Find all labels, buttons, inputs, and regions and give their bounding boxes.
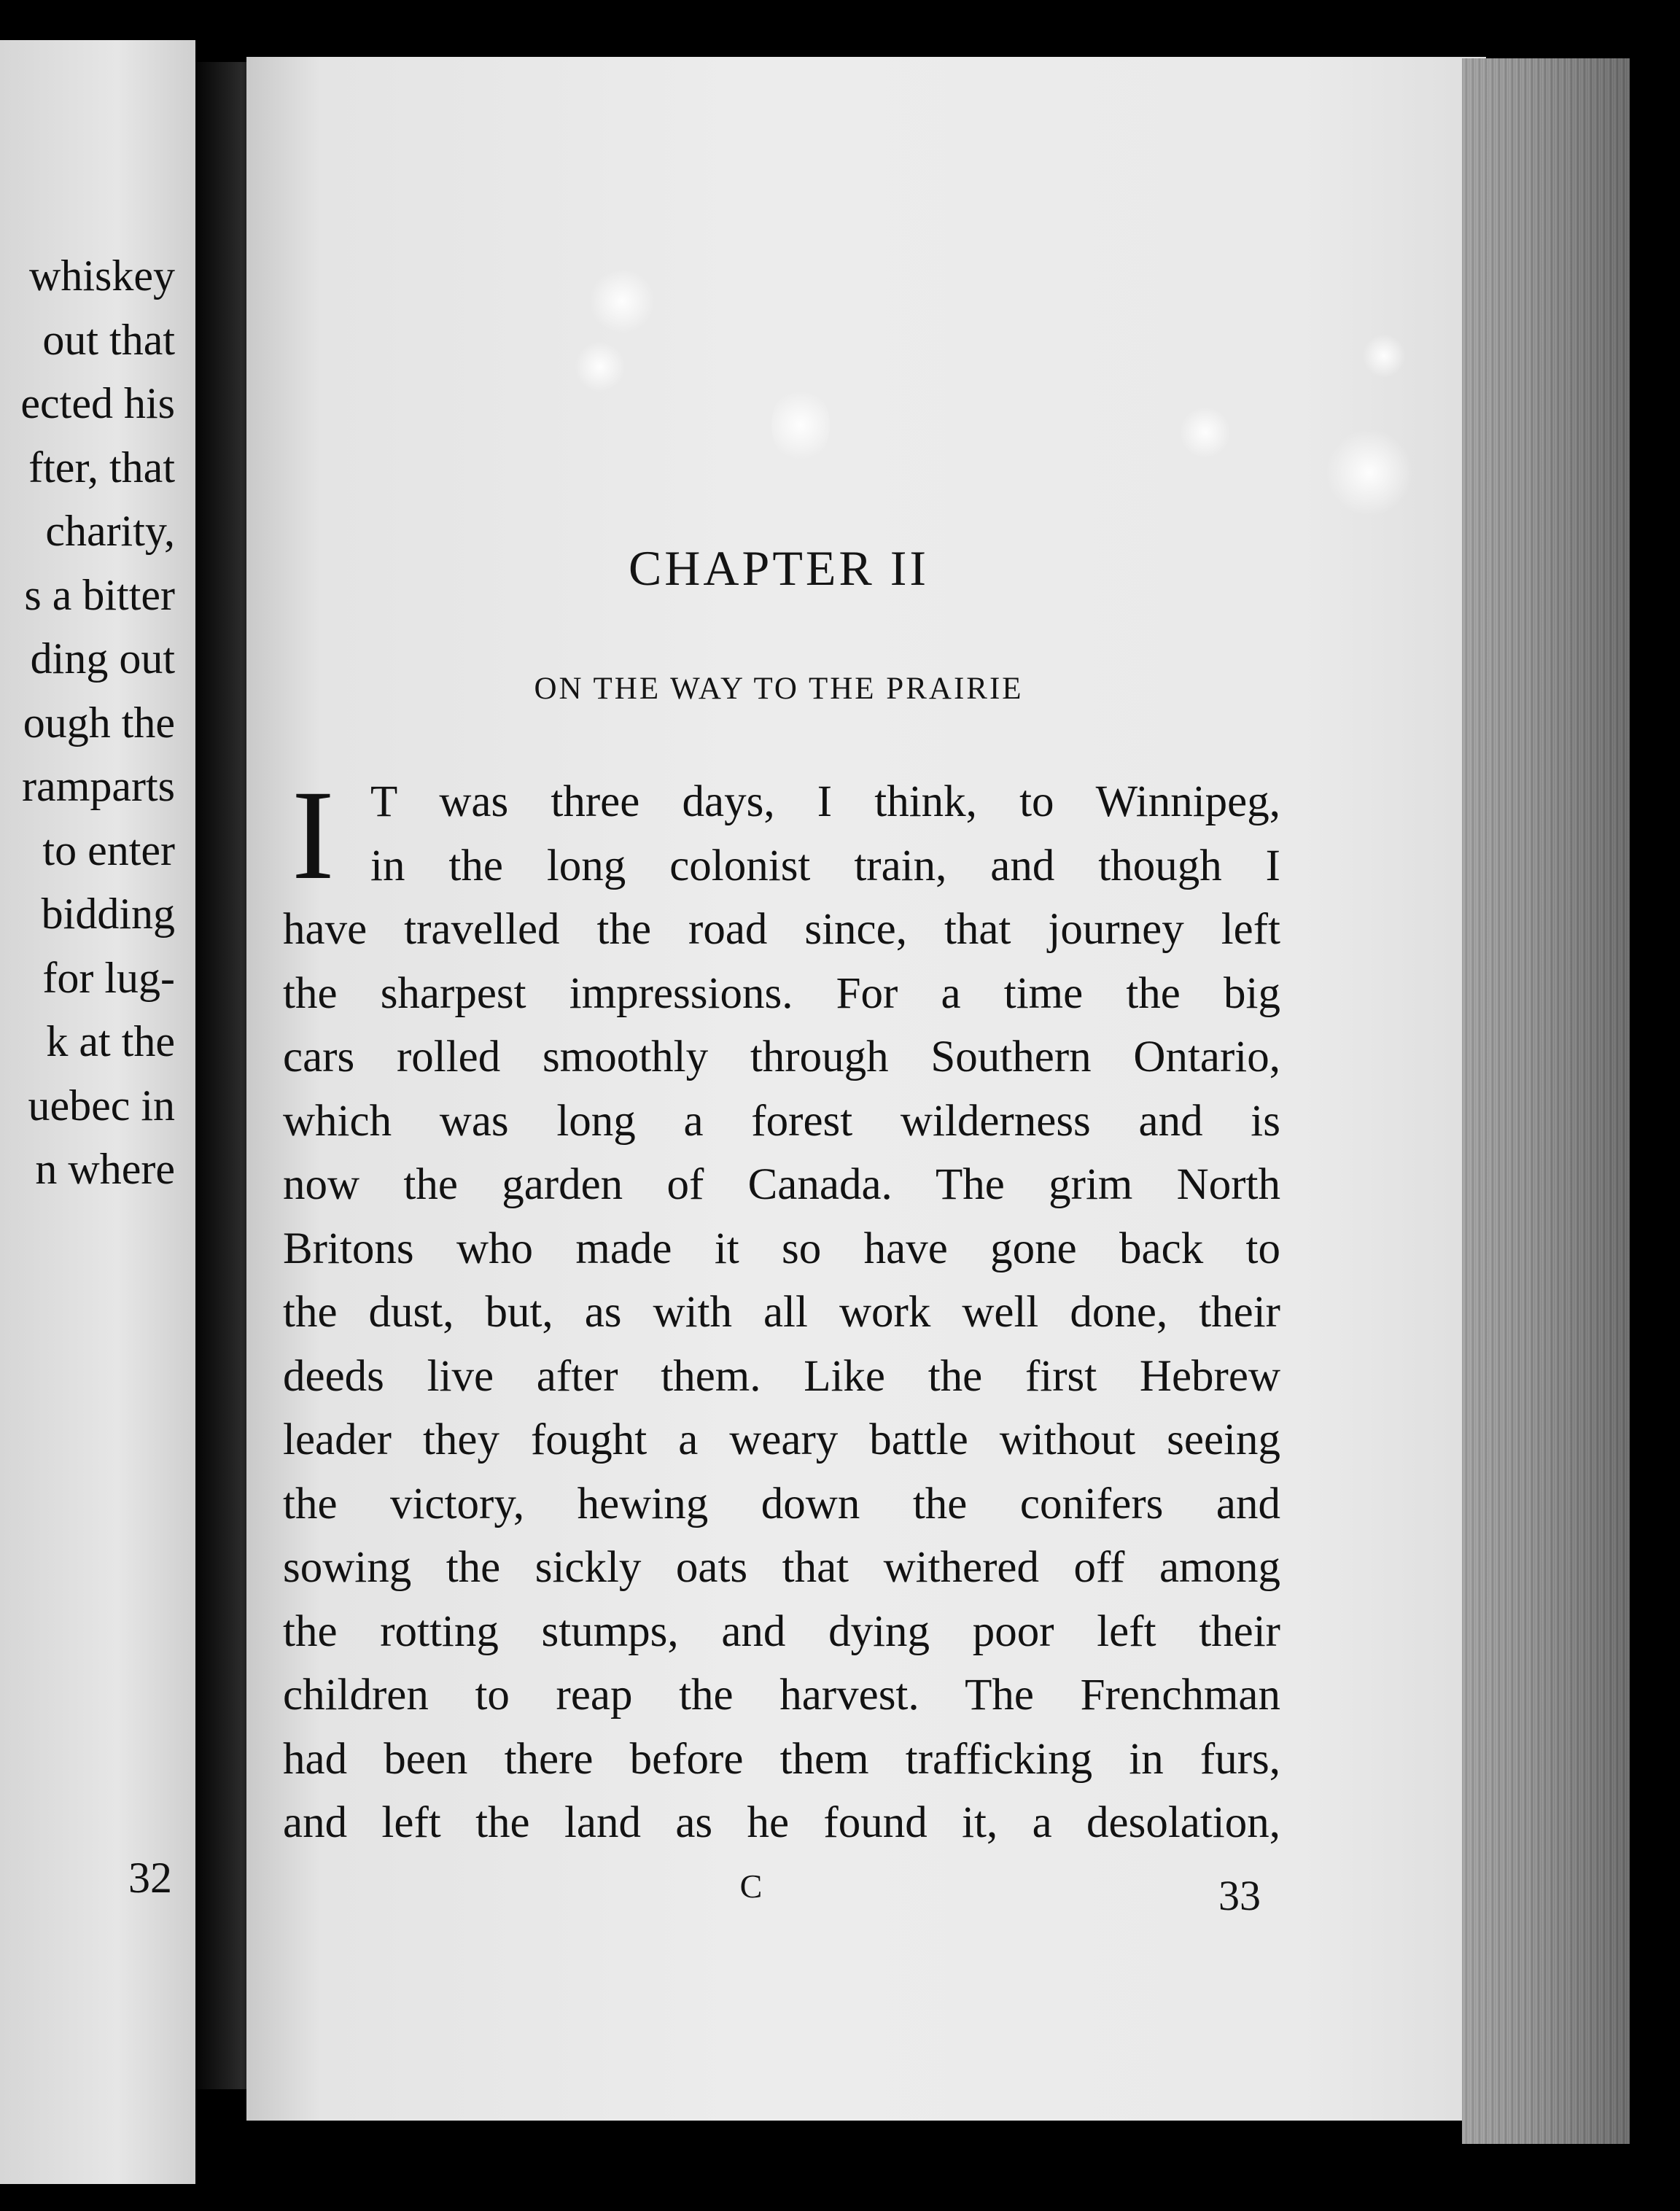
- text-line: deeds live after them. Like the first Hebrew: [283, 1351, 1280, 1401]
- text-line: T was three days, I think, to Winnipeg,: [370, 777, 1280, 826]
- text-line: k at the: [46, 1017, 175, 1065]
- page-number: 33: [1218, 1872, 1261, 1919]
- text-line: children to reap the harvest. The Frenchman: [283, 1671, 1280, 1720]
- text-line: out that: [42, 315, 175, 364]
- text-line: uebec in: [28, 1081, 175, 1130]
- text-line: bidding: [41, 890, 175, 938]
- text-line: cars rolled smoothly through Southern Ontario,: [283, 1033, 1280, 1081]
- text-line: Britons who made it so have gone back to: [283, 1224, 1280, 1273]
- text-line: ramparts: [22, 762, 175, 810]
- text-line: charity,: [45, 507, 175, 555]
- chapter-subtitle: ON THE WAY TO THE PRAIRIE: [534, 672, 1024, 706]
- text-line: ough the: [23, 698, 175, 747]
- text-line: which was long a forest wilderness and is: [283, 1096, 1280, 1146]
- signature-mark: C: [739, 1868, 763, 1905]
- text-line: in the long colonist train, and though I: [370, 841, 1280, 890]
- text-line: the victory, hewing down the conifers and: [283, 1479, 1280, 1528]
- text-line: to enter: [42, 825, 175, 874]
- body-text: [283, 764, 1280, 1855]
- text-line: the dust, but, as with all work well done, their: [283, 1288, 1280, 1337]
- text-line: and left the land as he found it, a desolation,: [283, 1798, 1280, 1847]
- text-line: the sharpest impressions. For a time the big: [283, 968, 1280, 1018]
- text-line: have travelled the road since, that journey left: [283, 905, 1280, 954]
- text-line: for lug-: [42, 953, 175, 1002]
- left-page: [0, 40, 195, 2184]
- text-line: ding out: [30, 634, 175, 683]
- text-line: whiskey: [29, 252, 175, 300]
- text-line: had been there before them trafficking in furs,: [283, 1734, 1280, 1784]
- left-page-text: [20, 244, 175, 1202]
- text-line: s a bitter: [24, 570, 175, 619]
- text-line: the rotting stumps, and dying poor left their: [283, 1606, 1280, 1656]
- text-line: ected his: [20, 379, 175, 427]
- text-line: sowing the sickly oats that withered off among: [283, 1543, 1280, 1592]
- text-line: now the garden of Canada. The grim North: [283, 1160, 1280, 1209]
- text-line: fter, that: [28, 443, 175, 491]
- text-line: n where: [35, 1145, 175, 1193]
- left-page-number: 32: [128, 1854, 172, 1902]
- chapter-title: CHAPTER II: [628, 540, 930, 596]
- drop-cap: I: [292, 764, 335, 906]
- text-line: leader they fought a weary battle without seeing: [283, 1415, 1280, 1464]
